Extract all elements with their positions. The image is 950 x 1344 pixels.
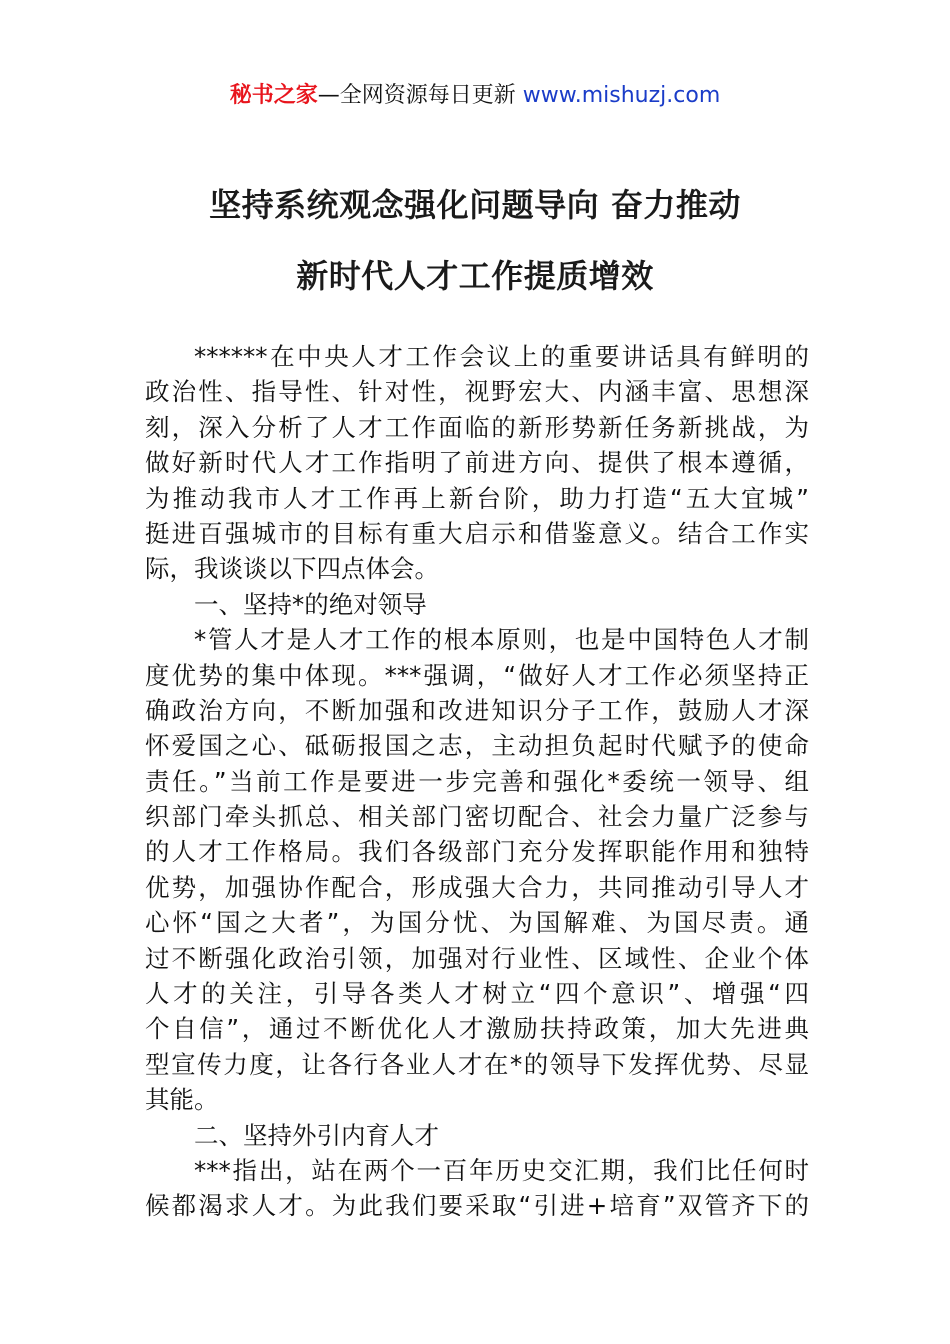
body-line: 人才的关注，引导各类人才树立“四个意识”、增强“四 <box>145 979 809 1009</box>
body-line: 责任。”当前工作是要进一步完善和强化*委统一领导、组 <box>145 766 809 796</box>
site-brand[interactable]: 秘书之家 <box>229 83 318 108</box>
body-line: 其能。 <box>145 1085 219 1115</box>
body-line: 怀爱国之心、砥砺报国之志，主动担负起时代赋予的使命 <box>145 731 809 761</box>
body-line: 为推动我市人才工作再上新台阶，助力打造“五大宜城” <box>145 483 809 513</box>
body-line: 候都渴求人才。为此我们要采取“引进+培育”双管齐下的 <box>145 1191 809 1221</box>
body-line: 过不断强化政治引领，加强对行业性、区域性、企业个体 <box>145 943 809 973</box>
body-line: 个自信”，通过不断优化人才激励扶持政策，加大先进典 <box>145 1014 809 1044</box>
body-line: 际，我谈谈以下四点体会。 <box>145 554 439 584</box>
body-line: 型宣传力度，让各行各业人才在*的领导下发挥优势、尽显 <box>145 1049 809 1079</box>
site-url-link[interactable]: www.mishuzj.com <box>522 83 721 108</box>
document-body <box>145 339 809 1224</box>
body-line: ***指出，站在两个一百年历史交汇期，我们比任何时 <box>194 1155 809 1185</box>
body-line: 刻，深入分析了人才工作面临的新形势新任务新挑战，为 <box>145 412 809 442</box>
body-line: *管人才是人才工作的根本原则，也是中国特色人才制 <box>194 625 809 655</box>
body-line: 挺进百强城市的目标有重大启示和借鉴意义。结合工作实 <box>145 518 809 548</box>
body-line: 政治性、指导性、针对性，视野宏大、内涵丰富、思想深 <box>145 377 809 407</box>
body-line: 确政治方向，不断加强和改进知识分子工作，鼓励人才深 <box>145 695 809 725</box>
body-line: 优势，加强协作配合，形成强大合力，共同推动引导人才 <box>145 872 809 902</box>
document-title-line-2: 新时代人才工作提质增效 <box>296 257 654 295</box>
body-line: 的人才工作格局。我们各级部门充分发挥职能作用和独特 <box>145 837 809 867</box>
body-line: ******在中央人才工作会议上的重要讲话具有鲜明的 <box>194 342 809 371</box>
document-title-line-1: 坚持系统观念强化问题导向 奋力推动 <box>209 186 741 224</box>
section-heading-1: 一、坚持*的绝对领导 <box>194 589 427 619</box>
site-header <box>0 80 950 112</box>
body-line: 织部门牵头抓总、相关部门密切配合、社会力量广泛参与 <box>145 802 809 832</box>
site-tagline: —全网资源每日更新 <box>317 83 523 108</box>
section-heading-2: 二、坚持外引内育人才 <box>194 1120 439 1150</box>
body-line: 度优势的集中体现。***强调，“做好人才工作必须坚持正 <box>145 660 809 690</box>
body-line: 做好新时代人才工作指明了前进方向、提供了根本遵循， <box>145 448 809 478</box>
body-line: 心怀“国之大者”，为国分忧、为国解难、为国尽责。通 <box>145 908 809 938</box>
